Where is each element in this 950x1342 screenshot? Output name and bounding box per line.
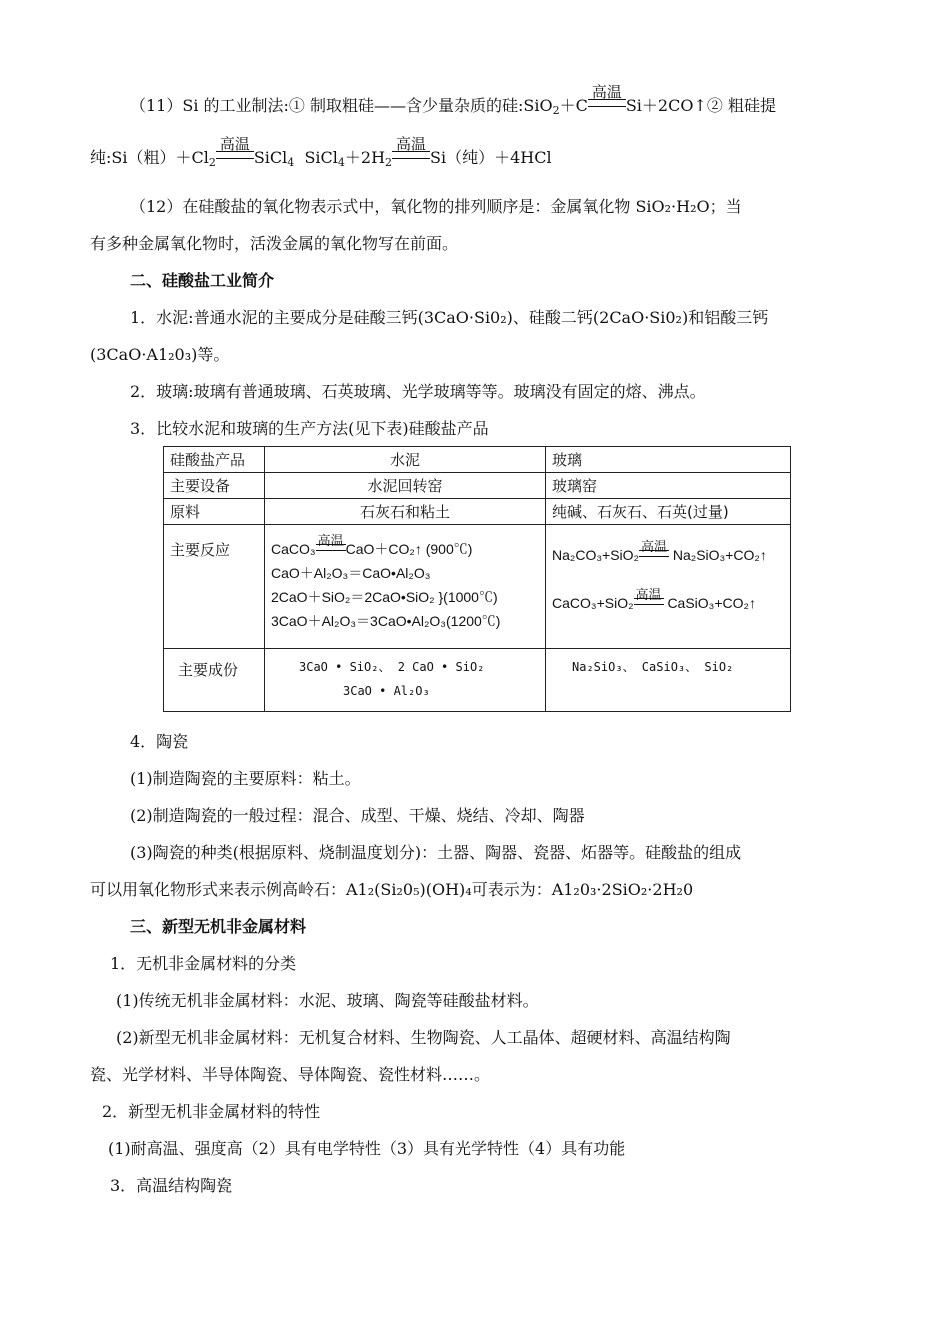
table-cell-cement-composition: [265, 649, 546, 712]
ceramic-sub-2: (2)制造陶瓷的一般过程：混合、成型、干燥、烧结、冷却、陶器: [130, 806, 585, 825]
p11-text-h: Si（纯）＋4HCl: [430, 148, 552, 167]
high-temp-condition: [216, 135, 254, 163]
glass-reaction-1: [552, 539, 784, 567]
p11-text-f: SiCl: [304, 148, 338, 167]
equals-sign: [392, 151, 430, 159]
table-row-label-composition: 主要成份: [164, 649, 265, 712]
cement-reaction-1: [271, 533, 539, 561]
table-row-label-material: 原料: [164, 499, 265, 525]
sub-4: 4: [337, 156, 345, 169]
table-cell-glass-material: 纯碱、石灰石、石英(过量): [546, 499, 791, 525]
high-temp-condition: [316, 533, 346, 554]
glass-reaction-1-left: Na₂CO₃+SiO₂: [552, 547, 639, 563]
p11-line1: [130, 83, 776, 118]
section-2-heading: 二、硅酸盐工业简介: [130, 271, 275, 290]
cement-reaction-3-text: 2CaO＋SiO₂＝2CaO•SiO₂: [271, 589, 435, 605]
cement-reaction-temp: }(1000℃): [438, 589, 498, 605]
equals-sign: [639, 550, 669, 557]
sec2-item3: 3．比较水泥和玻璃的生产方法(见下表)硅酸盐产品: [130, 419, 489, 438]
sub-2: 2: [552, 104, 560, 117]
condition-label: 高温: [396, 135, 427, 153]
sec3-item2: 2．新型无机非金属材料的特性: [102, 1102, 321, 1121]
glass-reaction-2-left: CaCO₃+SiO₂: [552, 595, 634, 611]
p11-text-a: （11）Si 的工业制法:① 制取粗硅——含少量杂质的硅:SiO: [130, 96, 553, 115]
glass-reaction-2: [552, 587, 784, 615]
p11-text-d: 纯:Si（粗）＋Cl: [90, 148, 209, 167]
sec3-item3: 3．高温结构陶瓷: [110, 1176, 233, 1195]
cement-reaction-1-right: CaO＋CO₂↑ (900℃): [345, 541, 473, 557]
sub-2: 2: [208, 156, 216, 169]
sec3-item1a: (1)传统无机非金属材料：水泥、玻璃、陶瓷等硅酸盐材料。: [116, 991, 539, 1010]
table-cell-cement-material: 石灰石和粘土: [265, 499, 546, 525]
p11-text-b: ＋C: [559, 96, 588, 115]
table-cell-glass-composition: [546, 649, 791, 712]
sec3-item2a: (1)耐高温、强度高（2）具有电学特性（3）具有光学特性（4）具有功能: [108, 1139, 626, 1158]
table-cell-cement-equipment: 水泥回转窑: [265, 473, 546, 499]
equals-sign: [316, 544, 346, 551]
condition-label: 高温: [640, 539, 667, 554]
ceramic-sub-3-line1: (3)陶瓷的种类(根据原料、烧制温度划分)：土器、陶器、瓷器、炻器等。硅酸盐的组成: [130, 843, 742, 862]
table-row-label-reaction: 主要反应: [164, 525, 265, 649]
sec3-item1: 1．无机非金属材料的分类: [110, 954, 297, 973]
sub-2: 2: [385, 156, 393, 169]
cement-reaction-2: CaO＋Al₂O₃＝CaO•Al₂O₃: [271, 565, 431, 581]
equals-sign: [588, 99, 626, 107]
condition-label: 高温: [317, 533, 344, 548]
equals-sign: [216, 151, 254, 159]
equals-sign: [634, 598, 664, 605]
p12-line1: （12）在硅酸盐的氧化物表示式中，氧化物的排列顺序是：金属氧化物 SiO₂·H₂O；当: [130, 197, 742, 216]
cement-reaction-4: 3CaO＋Al₂O₃＝3CaO•Al₂O₃(1200℃): [271, 613, 501, 629]
ceramic-sub-3-line2: 可以用氧化物形式来表示例高岭石：A1₂(Si₂0₅)(OH)₄可表示为：A1₂0₃·2SiO₂·2H₂0: [90, 880, 694, 899]
glass-composition: Na₂SiO₃、 CaSiO₃、 SiO₂: [572, 660, 734, 674]
high-temp-condition: [392, 135, 430, 163]
sec3-item1b-line1: (2)新型无机非金属材料：无机复合材料、生物陶瓷、人工晶体、超硬材料、高温结构陶: [116, 1028, 731, 1047]
sec2-item2: 2．玻璃:玻璃有普通玻璃、石英玻璃、光学玻璃等等。玻璃没有固定的熔、沸点。: [130, 382, 706, 401]
sec3-item1b-line2: 瓷、光学材料、半导体陶瓷、导体陶瓷、瓷性材料……。: [90, 1065, 491, 1084]
p11-text-c: Si＋2CO↑② 粗硅提: [625, 96, 776, 115]
table-header-cement: 水泥: [265, 447, 546, 473]
high-temp-condition: [634, 587, 664, 608]
table-cell-glass-equipment: 玻璃窑: [546, 473, 791, 499]
p11-text-e: SiCl: [253, 148, 288, 167]
p11-text-g: ＋2H: [344, 148, 386, 167]
cement-reaction-1-left: CaCO₃: [271, 541, 316, 557]
sub-4: 4: [287, 156, 295, 169]
glass-reaction-1-right: Na₂SiO₃+CO₂↑: [672, 547, 767, 563]
ceramic-sub-1: (1)制造陶瓷的主要原料：粘土。: [130, 769, 361, 788]
table-cell-cement-reactions: [265, 525, 546, 649]
condition-label: 高温: [219, 135, 250, 153]
p12-line2: 有多种金属氧化物时，活泼金属的氧化物写在前面。: [90, 234, 459, 253]
condition-label: 高温: [635, 587, 662, 602]
condition-label: 高温: [591, 83, 622, 101]
comparison-table: [163, 446, 791, 712]
glass-reaction-2-right: CaSiO₃+CO₂↑: [667, 595, 756, 611]
high-temp-condition: [639, 539, 669, 560]
sec2-item1-line2: (3CaO·A1₂0₃)等。: [90, 345, 230, 364]
section-3-heading: 三、新型无机非金属材料: [130, 917, 307, 936]
table-row-label-equipment: 主要设备: [164, 473, 265, 499]
table-header-product: 硅酸盐产品: [164, 447, 265, 473]
table-cell-glass-reactions: [546, 525, 791, 649]
high-temp-condition: [588, 83, 626, 111]
cement-reaction-3: [271, 585, 539, 609]
cement-composition-1: 3CaO • SiO₂、 2 CaO • SiO₂: [299, 660, 485, 674]
table-header-glass: 玻璃: [546, 447, 791, 473]
sec2-item1-line1: 1．水泥:普通水泥的主要成分是硅酸三钙(3CaO·Si0₂)、硅酸二钙(2CaO·Si0₂)和铝酸三钙: [130, 308, 769, 327]
sec2-item4: 4．陶瓷: [130, 732, 189, 751]
p11-line2: [90, 135, 552, 170]
cement-composition-2: 3CaO • Al₂O₃: [343, 684, 430, 698]
